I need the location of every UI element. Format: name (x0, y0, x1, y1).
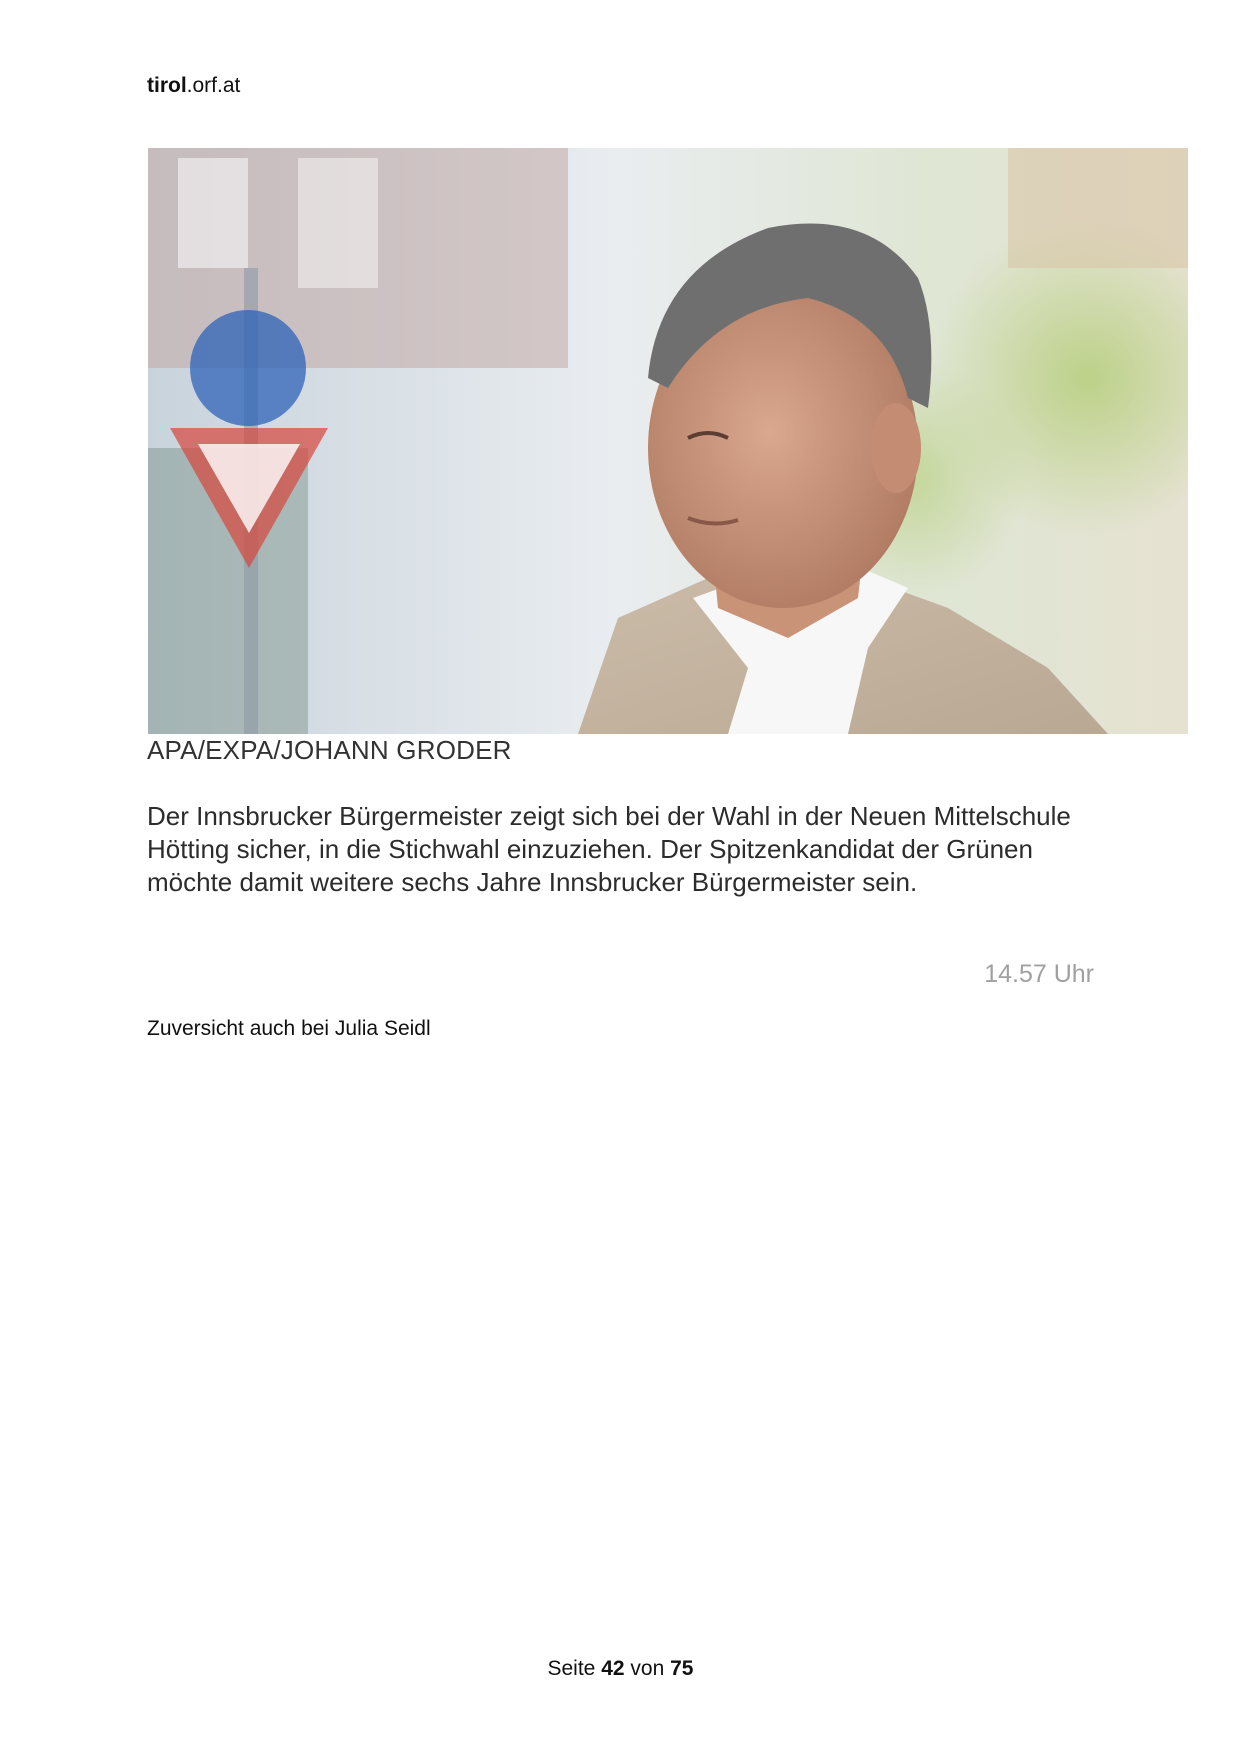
article-photo (148, 148, 1188, 734)
article-paragraph: Der Innsbrucker Bürgermeister zeigt sich bei der Wahl in der Neuen Mittelschule Hötting sicher, in die Stichwahl einzuziehen. Der Spitzenkandidat der Grünen möchte damit weitere sechs Jahre Innsbrucker Bürgermeister sein. (147, 801, 1071, 897)
page-footer (0, 1657, 1241, 1681)
photo-credit: APA/EXPA/JOHANN GRODER (147, 735, 512, 765)
site-header (147, 74, 240, 98)
site-brand-domain: .orf.at (186, 74, 241, 97)
footer-prefix: Seite (547, 1657, 596, 1680)
entry-timestamp: 14.57 Uhr (984, 960, 1094, 988)
site-brand-bold: tirol (147, 74, 187, 97)
footer-separator: von (630, 1657, 665, 1680)
total-pages-number: 75 (670, 1657, 694, 1680)
next-entry-heading: Zuversicht auch bei Julia Seidl (147, 1017, 431, 1040)
current-page-number: 42 (601, 1657, 625, 1680)
